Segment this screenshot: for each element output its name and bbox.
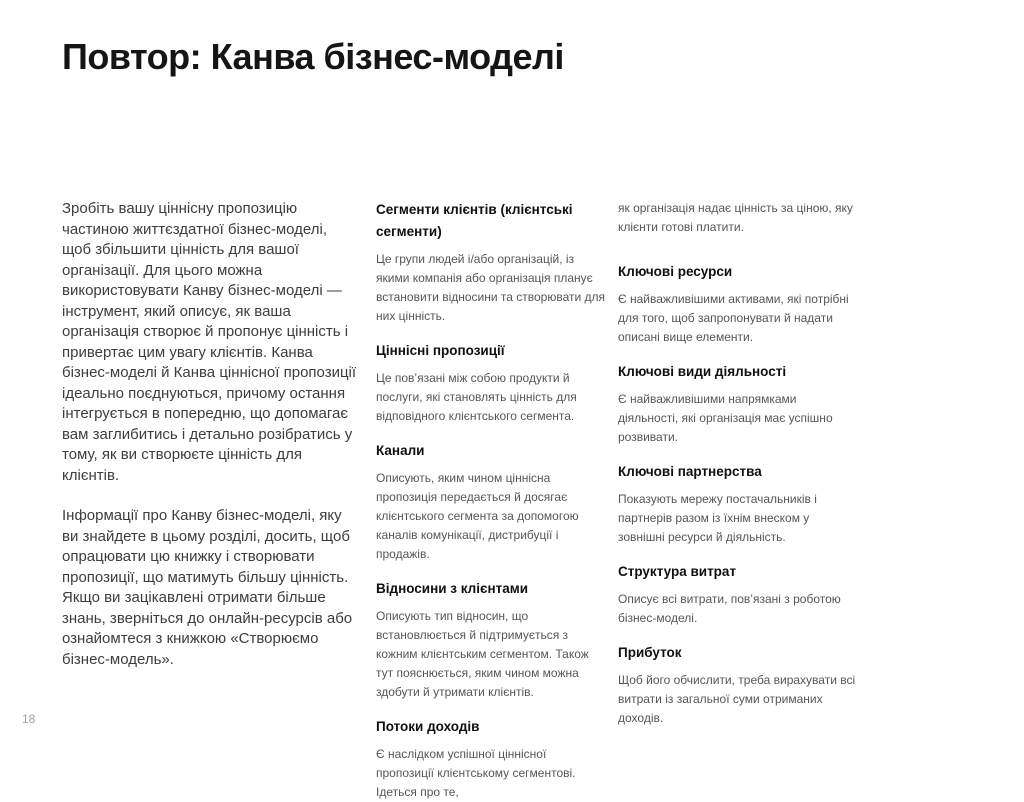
- section-heading: Сегменти клієнтів (клієнтські сегменти): [376, 202, 573, 240]
- intro-paragraph: Інформації про Канву бізнес-моделі, яку ви знайдете в цьому розділі, досить, щоб опрацювати цю книжку і створювати пропозиції, що матимуть більшу цінність. Якщо ви зацікавлені отримати більше знань, зверніться до онлайн-ресурсів або ознайомтеся з книжкою «Створюємо бізнес-модель».: [62, 507, 353, 668]
- section-body: Показують мережу постачальників і партнерів разом із їхнім внеском у зовнішні ресурси й діяльність.: [618, 492, 817, 545]
- section-body: Описують тип відносин, що встановлюється й підтримується з кожним клієнтським сегментом. Також тут пояснюється, яким чином можна здобути й утримати клієнтів.: [376, 609, 589, 700]
- section-key-activities: [618, 361, 858, 447]
- section-body: Є наслідком успішної ціннісної пропозиції клієнтському сегментові. Ідеться про те,: [376, 747, 576, 800]
- section-heading: Ключові види діяльності: [618, 364, 787, 380]
- section-heading: Потоки доходів: [376, 719, 480, 735]
- section-body: Є найважливішими напрямками діяльності, які організація має успішно розвивати.: [618, 392, 833, 445]
- section-heading: Канали: [376, 443, 425, 459]
- section-body: Це групи людей і/або організацій, із якими компанія або організація планує встановити відносини та створювати для них цінність.: [376, 252, 606, 324]
- intro-column: [62, 199, 358, 802]
- definitions-column-2: [618, 199, 858, 802]
- page-title: Повтор: Канва бізнес-моделі: [62, 36, 564, 77]
- section-key-partnerships: [618, 461, 858, 547]
- section-cost-structure: [618, 561, 858, 628]
- section-revenue-streams: [376, 716, 606, 802]
- definitions-column-1: [376, 199, 606, 802]
- section-customer-relationships: [376, 578, 606, 702]
- section-body: Це пов’язані між собою продукти й послуги, які становлять цінність для відповідного клієнтського сегмента.: [376, 371, 577, 424]
- section-heading: Ключові ресурси: [618, 264, 733, 280]
- section-body: Описує всі витрати, пов’язані з роботою бізнес-моделі.: [618, 592, 841, 626]
- content-columns: [62, 199, 1024, 802]
- section-customer-segments: [376, 199, 606, 326]
- section-heading: Прибуток: [618, 645, 682, 661]
- section-key-resources: [618, 261, 858, 347]
- section-heading: Ключові партнерства: [618, 464, 762, 480]
- section-body: Є найважливішими активами, які потрібні для того, щоб запропонувати й надати описані вище елементи.: [618, 292, 849, 345]
- section-heading: Ціннісні пропозиції: [376, 343, 505, 359]
- section-body: Щоб його обчислити, треба вирахувати всі витрати із загальної суми отриманих доходів.: [618, 673, 856, 726]
- section-value-propositions: [376, 340, 606, 426]
- page-number: 18: [22, 712, 36, 726]
- section-channels: [376, 440, 606, 564]
- section-profit: [618, 642, 858, 728]
- intro-paragraph: Зробіть вашу ціннісну пропозицію частиною життєздатної бізнес-моделі, щоб збільшити цінність для вашої організації. Для цього можна використовувати Канву бізнес-моделі — інструмент, який описує, як ваша організація створює й пропонує цінність і привертає цим увагу клієнтів. Канва бізнес-моделі й Канва ціннісної пропозиції ідеально поєднуються, причому остання інтегрується в попередню, що допомагає вам заглибитись і детально розібратись у тому, як ви створюєте цінність для клієнтів.: [62, 200, 357, 484]
- section-heading: Відносини з клієнтами: [376, 581, 529, 597]
- section-body: Описують, яким чином ціннісна пропозиція передається й досягає клієнтського сегмента за допомогою каналів комунікації, дистрибуції і продажів.: [376, 471, 579, 562]
- section-heading: Структура витрат: [618, 564, 737, 580]
- revenue-streams-continuation: як організація надає цінність за ціною, яку клієнти готові платити.: [618, 201, 853, 235]
